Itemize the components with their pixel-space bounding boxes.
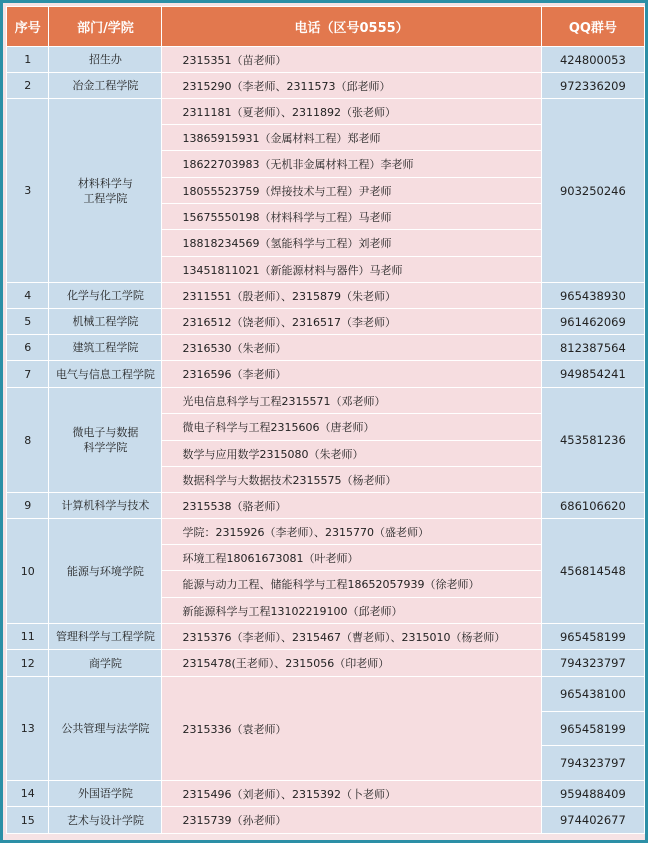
phone-cell: 数据科学与大数据技术2315575（杨老师） xyxy=(162,467,541,493)
table-row xyxy=(7,807,645,834)
qq-group-number: 949854241 xyxy=(541,361,644,388)
phone-cell: 2315496（刘老师）、2315392（卜老师） xyxy=(162,781,541,807)
department-name: 冶金工程学院 xyxy=(72,79,139,92)
row-index: 3 xyxy=(7,99,49,283)
header-department: 部门/学院 xyxy=(49,7,162,47)
qq-group-number: 903250246 xyxy=(541,99,644,283)
phone-cell: 2315376（李老师）、2315467（曹老师）、2315010（杨老师） xyxy=(162,624,541,650)
department-cell xyxy=(49,309,162,335)
row-index: 7 xyxy=(7,361,49,388)
department-cell xyxy=(49,677,162,781)
department-cell xyxy=(49,650,162,677)
department-name: 化学与化工学院 xyxy=(66,289,144,302)
phone-cell: 2311551（殷老师）、2315879（朱老师） xyxy=(162,283,541,309)
table-row xyxy=(7,73,645,99)
department-cell xyxy=(49,519,162,624)
department-name: 建筑工程学院 xyxy=(72,341,139,354)
header-phone: 电话（区号0555） xyxy=(162,7,541,47)
table-row xyxy=(7,519,645,545)
department-cell xyxy=(49,283,162,309)
table-row xyxy=(7,335,645,361)
phone-cell: 18622703983（无机非金属材料工程）李老师 xyxy=(162,151,541,178)
table-row xyxy=(7,650,645,677)
table-row xyxy=(7,47,645,73)
department-name: 能源与环境学院 xyxy=(66,564,144,578)
row-index: 13 xyxy=(7,677,49,781)
phone-cell: 学院：2315926（李老师）、2315770（盛老师） xyxy=(162,519,541,545)
row-index: 2 xyxy=(7,73,49,99)
phone-cell: 2315538（骆老师） xyxy=(162,493,541,519)
department-name-line2: 工程学院 xyxy=(83,191,128,205)
row-index: 15 xyxy=(7,807,49,834)
department-cell xyxy=(49,73,162,99)
phone-cell: 环境工程18061673081（叶老师） xyxy=(162,545,541,571)
phone-cell: 2316596（李老师） xyxy=(162,361,541,388)
table-row xyxy=(7,677,645,712)
row-index: 6 xyxy=(7,335,49,361)
phone-cell: 15675550198（材料科学与工程）马老师 xyxy=(162,204,541,230)
phone-cell: 2316512（饶老师）、2316517（李老师） xyxy=(162,309,541,335)
qq-group-number: 961462069 xyxy=(541,309,644,335)
row-index: 1 xyxy=(7,47,49,73)
department-name: 管理科学与工程学院 xyxy=(55,630,155,643)
phone-cell: 2316530（朱老师） xyxy=(162,335,541,361)
table-row xyxy=(7,361,645,388)
contact-table xyxy=(6,6,645,834)
phone-cell: 13865915931（金属材料工程）郑老师 xyxy=(162,125,541,151)
department-cell xyxy=(49,335,162,361)
row-index: 10 xyxy=(7,519,49,624)
phone-cell: 2315351（苗老师） xyxy=(162,47,541,73)
header-row xyxy=(7,7,645,47)
qq-group-number: 453581236 xyxy=(541,388,644,493)
department-name-line2: 科学学院 xyxy=(83,441,128,454)
row-index: 9 xyxy=(7,493,49,519)
row-index: 4 xyxy=(7,283,49,309)
department-cell xyxy=(49,99,162,283)
phone-cell: 数学与应用数学2315080（朱老师） xyxy=(162,441,541,467)
phone-cell: 2315336（袁老师） xyxy=(162,677,541,781)
row-index: 8 xyxy=(7,388,49,493)
qq-group-number: 456814548 xyxy=(541,519,644,624)
phone-cell: 2311181（夏老师）、2311892（张老师） xyxy=(162,99,541,125)
header-qq: QQ群号 xyxy=(541,7,644,47)
table-row xyxy=(7,624,645,650)
row-index: 12 xyxy=(7,650,49,677)
qq-group-number: 965458199 xyxy=(541,712,644,746)
table-row xyxy=(7,309,645,335)
department-cell xyxy=(49,388,162,493)
phone-cell: 2315290（李老师、2311573（邱老师） xyxy=(162,73,541,99)
qq-group-number: 794323797 xyxy=(541,650,644,677)
department-name: 计算机科学与技术 xyxy=(61,499,150,512)
department-name: 材料科学与 xyxy=(77,176,133,190)
department-cell xyxy=(49,624,162,650)
department-name: 微电子与数据 xyxy=(72,426,139,439)
qq-group-number: 959488409 xyxy=(541,781,644,807)
department-cell xyxy=(49,361,162,388)
table-row xyxy=(7,283,645,309)
phone-cell: 18818234569（氢能科学与工程）刘老师 xyxy=(162,230,541,257)
department-name: 公共管理与法学院 xyxy=(61,722,150,735)
qq-group-number: 686106620 xyxy=(541,493,644,519)
department-cell xyxy=(49,47,162,73)
phone-cell: 能源与动力工程、储能科学与工程18652057939（徐老师） xyxy=(162,571,541,598)
department-cell xyxy=(49,493,162,519)
table-row xyxy=(7,781,645,807)
table-row xyxy=(7,493,645,519)
qq-group-number: 965438100 xyxy=(541,677,644,712)
department-cell xyxy=(49,807,162,834)
department-name: 招生办 xyxy=(88,53,122,66)
department-name: 电气与信息工程学院 xyxy=(55,367,155,381)
department-name: 艺术与设计学院 xyxy=(66,813,144,827)
row-index: 11 xyxy=(7,624,49,650)
phone-cell: 2315739（孙老师） xyxy=(162,807,541,834)
phone-cell: 18055523759（焊接技术与工程）尹老师 xyxy=(162,178,541,204)
qq-group-number: 974402677 xyxy=(541,807,644,834)
qq-group-number: 965438930 xyxy=(541,283,644,309)
phone-cell: 光电信息科学与工程2315571（邓老师） xyxy=(162,388,541,414)
table-row xyxy=(7,99,645,125)
department-name: 商学院 xyxy=(88,656,122,670)
phone-cell: 微电子科学与工程2315606（唐老师） xyxy=(162,414,541,441)
table-body xyxy=(7,47,645,834)
row-index: 14 xyxy=(7,781,49,807)
phone-cell: 2315478(王老师）、2315056（印老师） xyxy=(162,650,541,677)
qq-group-number: 812387564 xyxy=(541,335,644,361)
phone-cell: 新能源科学与工程13102219100（邱老师） xyxy=(162,598,541,624)
qq-group-number: 965458199 xyxy=(541,624,644,650)
row-index: 5 xyxy=(7,309,49,335)
qq-group-number: 972336209 xyxy=(541,73,644,99)
qq-group-number: 424800053 xyxy=(541,47,644,73)
qq-group-number: 794323797 xyxy=(541,746,644,781)
department-cell xyxy=(49,781,162,807)
table-row xyxy=(7,388,645,414)
department-name: 外国语学院 xyxy=(77,787,133,800)
header-index: 序号 xyxy=(7,7,49,47)
phone-cell: 13451811021（新能源材料与器件）马老师 xyxy=(162,257,541,283)
department-name: 机械工程学院 xyxy=(72,315,139,328)
